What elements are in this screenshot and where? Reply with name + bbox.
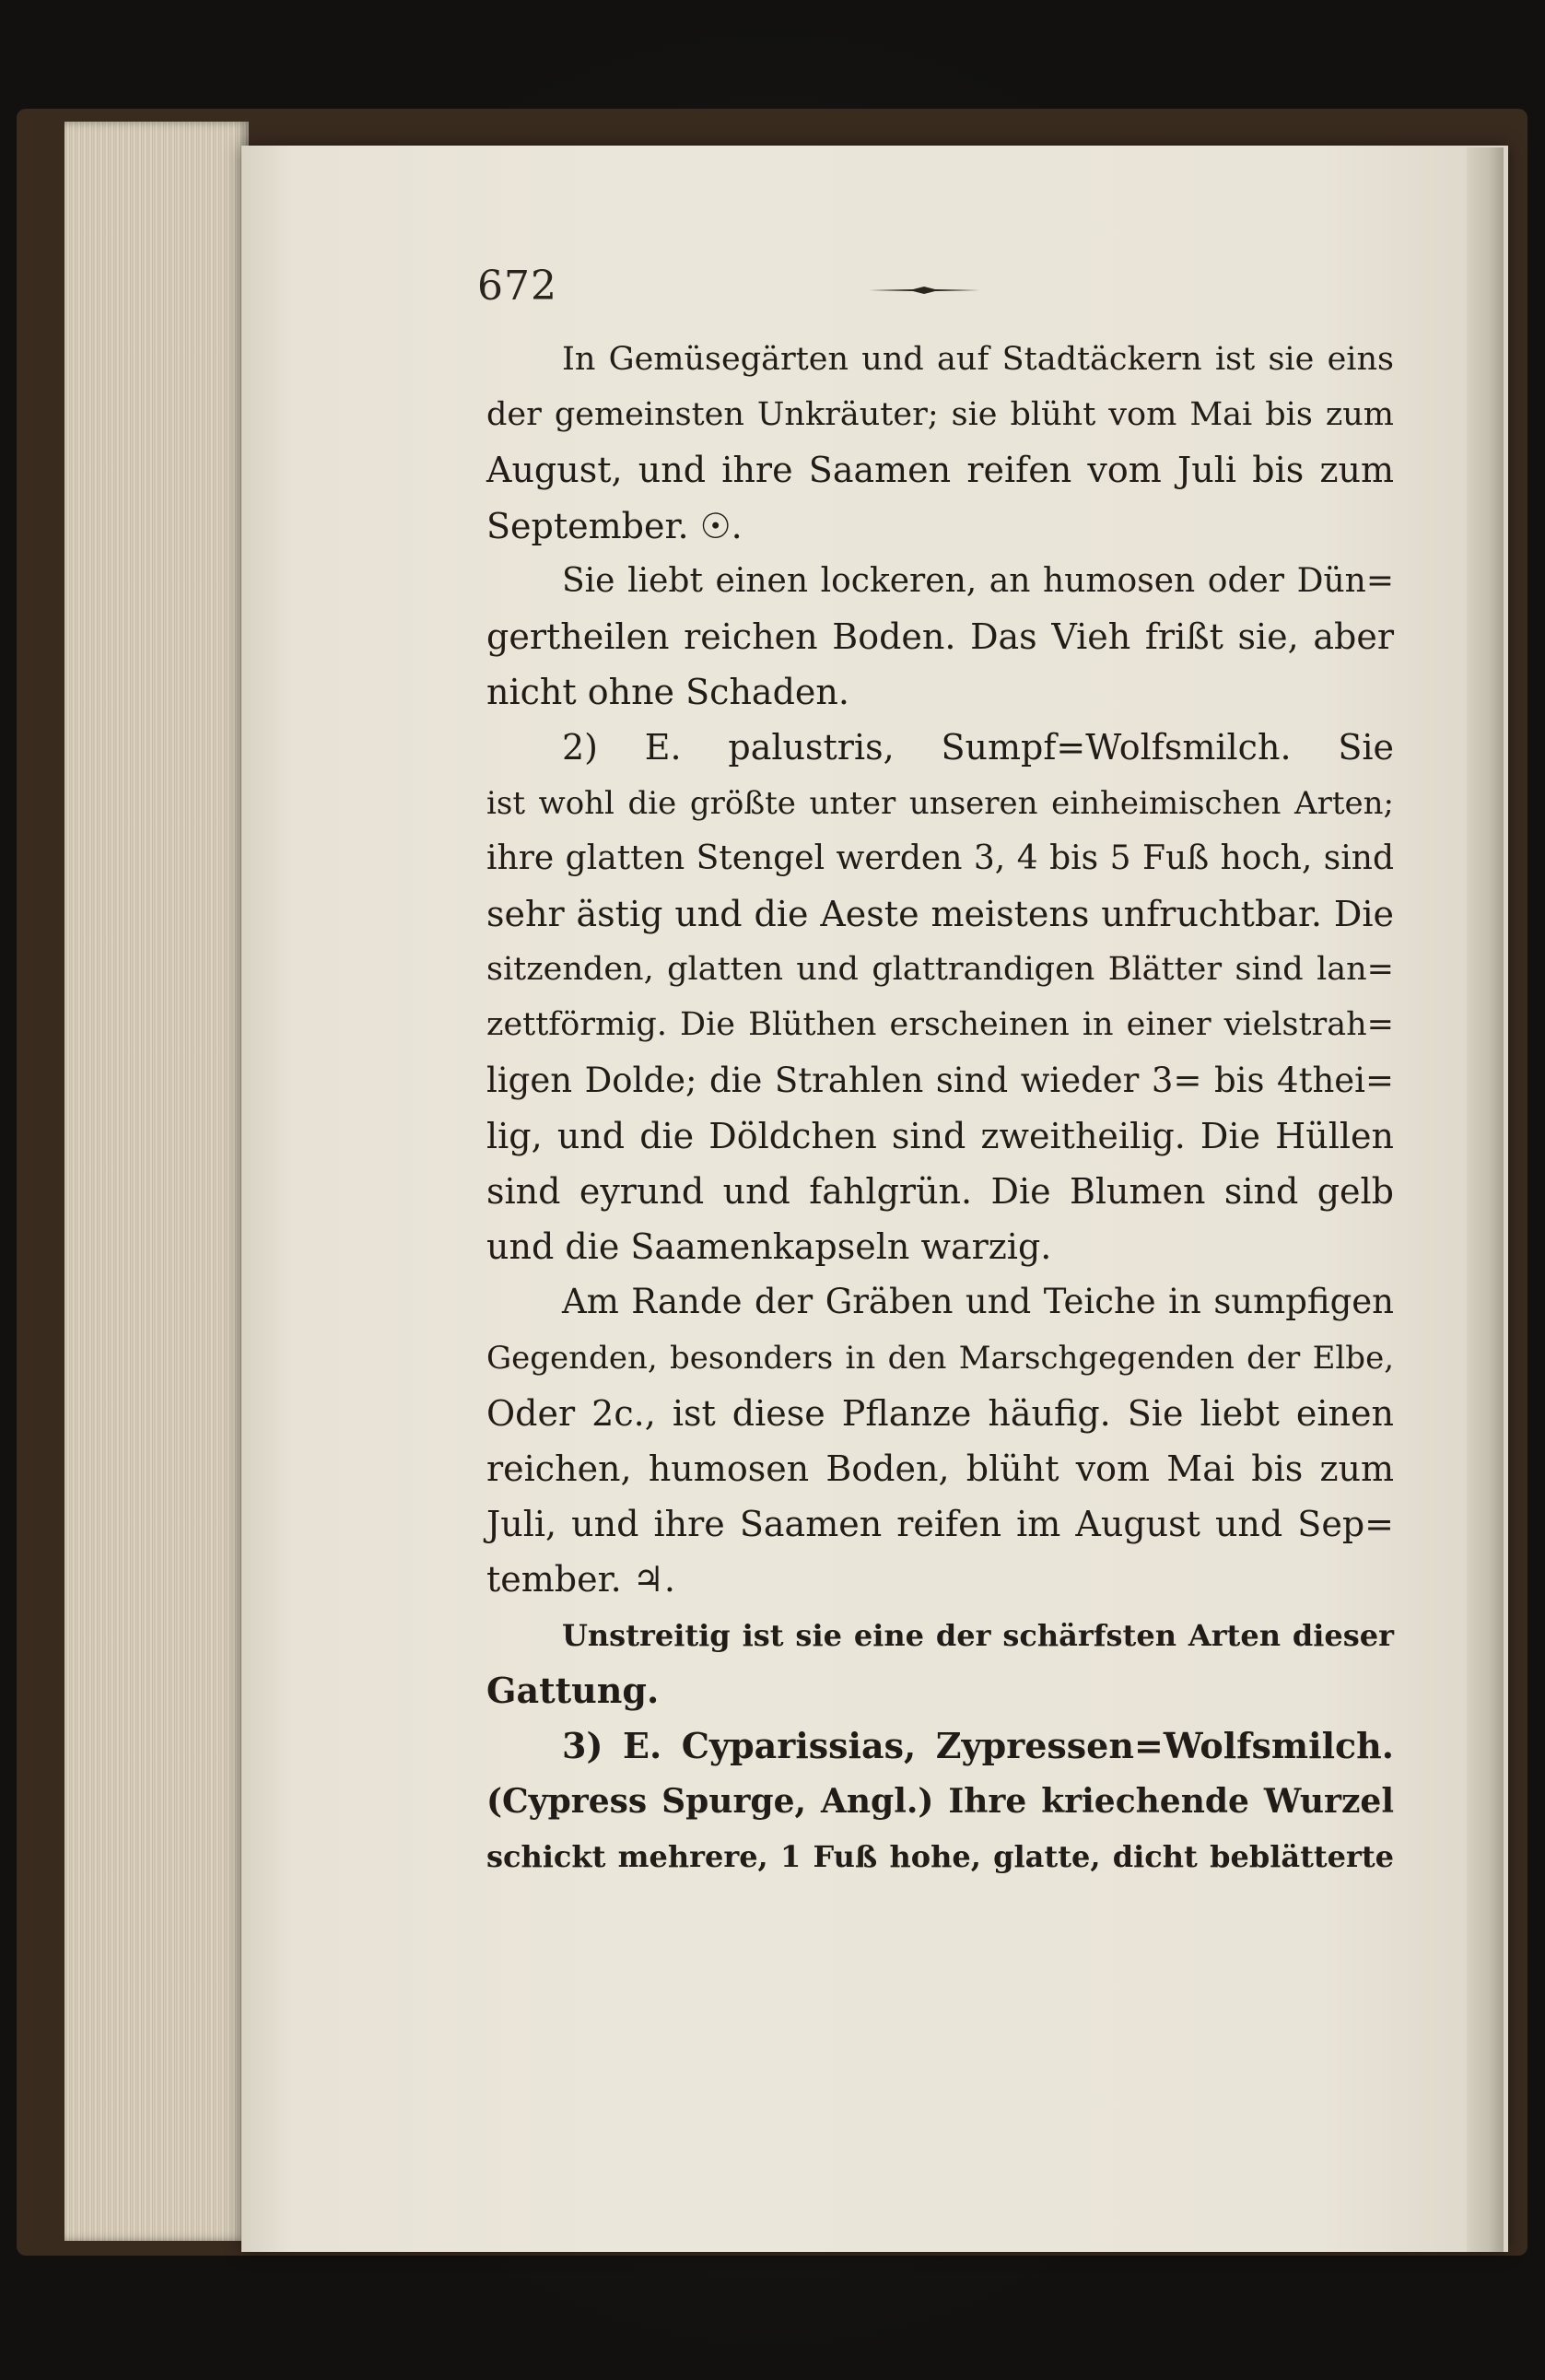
text-line: Gegenden, besonders in den Marschgegenden der Elbe, bbox=[486, 1339, 1394, 1377]
text-line: lig, und die Döldchen sind zweitheilig. Die Hüllen bbox=[486, 1115, 1394, 1156]
text-line: tember. ♃. bbox=[486, 1559, 675, 1600]
paragraph bbox=[486, 1608, 1394, 1718]
page-fold-shadow bbox=[1467, 147, 1504, 2252]
header-ornament bbox=[869, 287, 979, 294]
paragraph bbox=[486, 554, 1394, 721]
text-line: Juli, und ihre Saamen reifen im August und Sep= bbox=[486, 1504, 1394, 1545]
text-line: nicht ohne Schaden. bbox=[486, 672, 849, 713]
text-line: August, und ihre Saamen reifen vom Juli bis zum bbox=[486, 450, 1394, 491]
text-line: ihre glatten Stengel werden 3, 4 bis 5 Fuß hoch, sind bbox=[486, 838, 1394, 877]
text-line: ist wohl die größte unter unseren einheimischen Arten; bbox=[486, 784, 1394, 822]
text-line: der gemeinsten Unkräuter; sie blüht vom Mai bis zum bbox=[486, 396, 1394, 434]
paragraph bbox=[486, 720, 1394, 1274]
text-line: September. ☉. bbox=[486, 505, 743, 546]
text-line: zettförmig. Die Blüthen erscheinen in einer vielstrah= bbox=[486, 1006, 1394, 1044]
text-line: sehr ästig und die Aeste meistens unfruchtbar. Die bbox=[486, 894, 1394, 935]
text-line: schickt mehrere, 1 Fuß hohe, glatte, dicht beblätterte bbox=[486, 1839, 1394, 1875]
text-line: Gattung. bbox=[486, 1669, 660, 1711]
text-line: und die Saamenkapseln warzig. bbox=[486, 1226, 1052, 1268]
text-line: Sie liebt einen lockeren, an humosen oder Dün= bbox=[562, 561, 1394, 600]
paragraph bbox=[486, 1718, 1394, 1885]
text-line: (Cypress Spurge, Angl.) Ihre kriechende Wurzel bbox=[486, 1782, 1394, 1822]
text-line: In Gemüsegärten und auf Stadtäckern ist sie eins bbox=[562, 341, 1394, 378]
text-line: sitzenden, glatten und glattrandigen Blätter sind lan= bbox=[486, 951, 1394, 989]
text-line: reichen, humosen Boden, blüht vom Mai bis zum bbox=[486, 1448, 1394, 1490]
paragraph bbox=[486, 332, 1394, 554]
species-heading-line: 2) E. palustris, Sumpf=Wolfsmilch. Sie bbox=[562, 727, 1394, 768]
body-text bbox=[486, 332, 1394, 1885]
page-edges bbox=[64, 122, 249, 2241]
paragraph bbox=[486, 1274, 1394, 1607]
text-line: Am Rande der Gräben und Teiche in sumpfigen bbox=[562, 1282, 1394, 1322]
text-line: sind eyrund und fahlgrün. Die Blumen sind gelb bbox=[486, 1171, 1394, 1213]
text-line: ligen Dolde; die Strahlen sind wieder 3= bis 4thei= bbox=[486, 1060, 1394, 1100]
text-line: Oder 2c., ist diese Pflanze häufig. Sie liebt einen bbox=[486, 1392, 1394, 1434]
text-line: gertheilen reichen Boden. Das Vieh frißt sie, aber bbox=[486, 616, 1394, 658]
page-number: 672 bbox=[477, 263, 557, 310]
species-heading-line: 3) E. Cyparissias, Zypressen=Wolfsmilch. bbox=[562, 1725, 1394, 1767]
text-line: Unstreitig ist sie eine der schärfsten Arten dieser bbox=[562, 1617, 1394, 1653]
page-header bbox=[477, 263, 1399, 318]
